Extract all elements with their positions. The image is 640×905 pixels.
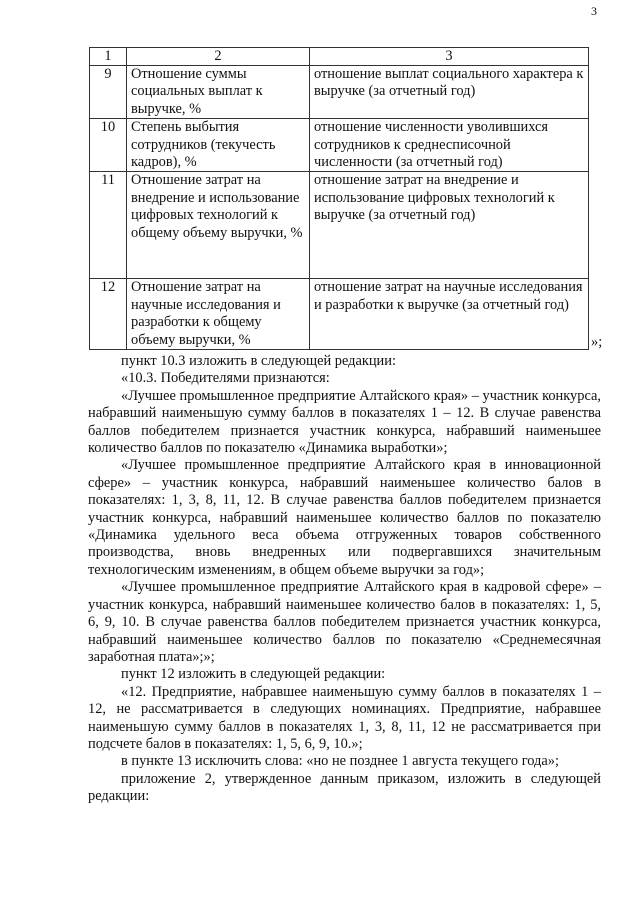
indicator-name: Отношение затрат на научные исследования и разработки к общему объему выручки, % [127,279,310,350]
document-body [88,353,601,806]
table-header-cell: 3 [310,48,589,66]
paragraph: «Лучшее промышленное предприятие Алтайского края» – участник конкурса, набравший наименьшую сумму баллов в показателях 1 – 12. В случае равенства баллов победителем признается участник конкурса, набравший наименьшее количество баллов по показателю «Динамика выработки»; [88,387,601,457]
indicator-formula: отношение затрат на научные исследования и разработки к выручке (за отчетный год) [310,279,589,350]
paragraph: пункт 10.3 изложить в следующей редакции: [121,353,396,369]
table-row [90,279,589,350]
paragraph: «Лучшее промышленное предприятие Алтайского края в инновационной сфере» – участник конкурса, набравший наименьшее количество балов в показателях: 1, 3, 8, 11, 12. В случае равенства баллов победителем признается участник конкурса, набравший наименьшее количество баллов по показателю «Динамика удельного веса объема отгруженных товаров собственного производства, вновь внедренных или подвергавшихся значительным технологическим изменениям, в общем объеме выручки за год»; [88,457,601,578]
row-number: 9 [90,66,127,119]
indicator-formula: отношение затрат на внедрение и использование цифровых технологий к выручке (за отчетный год) [310,172,589,279]
paragraph: приложение 2, утвержденное данным приказом, изложить в следующей редакции: [88,770,601,805]
table-header-cell: 1 [90,48,127,66]
table-row [90,119,589,172]
indicator-name: Степень выбытия сотрудников (текучесть кадров), % [127,119,310,172]
row-number: 11 [90,172,127,279]
row-number: 10 [90,119,127,172]
paragraph: «Лучшее промышленное предприятие Алтайского края в кадровой сфере» – участник конкурса, набравший наименьшее количество балов в показателях: 1, 5, 6, 9, 10. В случае равенства баллов победителем признается участник конкурса, набравший наименьшее количество баллов по показателю «Среднемесячная заработная плата»;»; [88,579,601,665]
table-row [90,172,589,279]
criteria-table [89,47,589,350]
table-closing-mark: »; [591,334,603,350]
paragraph: «12. Предприятие, набравшее наименьшую сумму баллов в показателях 1 – 12, не рассматривается в следующих номинациях. Предприятие, набравшее наименьшую сумму баллов в показателях 1, 3, 8, 11, 12 не рассматривается при подсчете балов в показателях: 1, 5, 6, 9, 10.»; [88,683,601,752]
indicator-name: Отношение суммы социальных выплат к выручке, % [127,66,310,119]
page-number: 3 [591,4,597,18]
row-number: 12 [90,279,127,350]
table-row [90,66,589,119]
indicator-formula: отношение численности уволившихся сотрудников к среднесписочной численности (за отчетный год) [310,119,589,172]
paragraph: «10.3. Победителями признаются: [121,370,330,387]
paragraph: пункт 12 изложить в следующей редакции: [121,666,386,683]
paragraph: в пункте 13 исключить слова: «но не позднее 1 августа текущего года»; [121,753,559,770]
table-header-cell: 2 [127,48,310,66]
table-header-row [90,48,589,66]
indicator-formula: отношение выплат социального характера к выручке (за отчетный год) [310,66,589,119]
indicator-name: Отношение затрат на внедрение и использование цифровых технологий к общему объему выручки, % [127,172,310,279]
